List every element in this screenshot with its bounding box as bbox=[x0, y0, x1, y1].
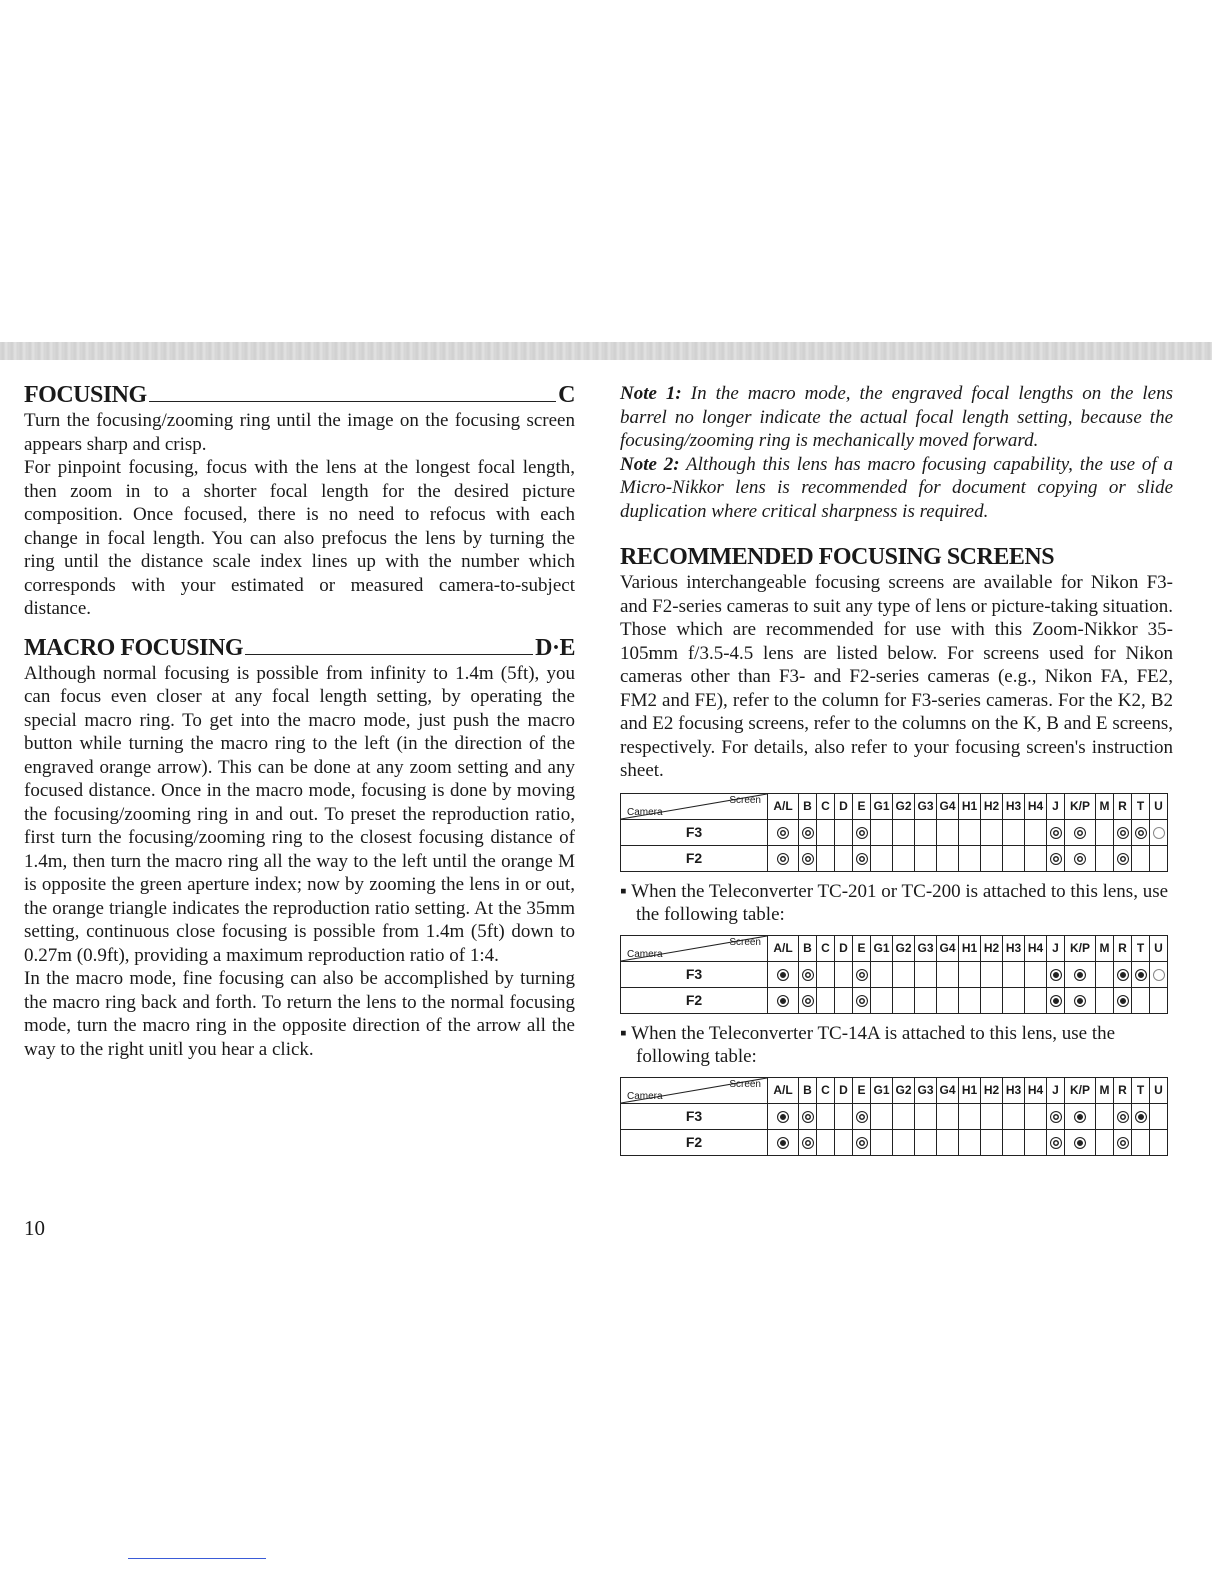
table-row bbox=[621, 845, 1168, 871]
double-circle-icon bbox=[1050, 1137, 1062, 1149]
screen-cell bbox=[1096, 845, 1114, 871]
filled-circle-icon bbox=[777, 1111, 789, 1123]
bullet-tc14a: ▪ When the Teleconverter TC-14A is attached to this lens, use the following table: bbox=[620, 1022, 1116, 1067]
screen-cell bbox=[817, 961, 835, 987]
screen-cell bbox=[1025, 961, 1047, 987]
screen-cell bbox=[1065, 1129, 1096, 1155]
column-header: G3 bbox=[915, 1077, 937, 1103]
note-1-text: In the macro mode, the engraved focal lengths on the lens barrel no longer indicate the actual focal length setting, because the focusing/zooming ring is mechanically moved forward. bbox=[620, 383, 1174, 451]
screen-cell bbox=[893, 961, 915, 987]
screen-cell bbox=[768, 987, 799, 1013]
filled-circle-icon bbox=[777, 995, 789, 1007]
screen-cell bbox=[893, 819, 915, 845]
double-circle-icon bbox=[1050, 827, 1062, 839]
focusing-title: FOCUSING bbox=[24, 382, 147, 408]
screen-cell bbox=[1096, 1103, 1114, 1129]
screen-cell bbox=[959, 961, 981, 987]
screen-cell bbox=[1065, 1103, 1096, 1129]
screen-cell bbox=[959, 987, 981, 1013]
double-circle-icon bbox=[1135, 827, 1147, 839]
screen-cell bbox=[981, 819, 1003, 845]
column-header: B bbox=[799, 935, 817, 961]
screen-cell bbox=[1132, 987, 1150, 1013]
table-header-row bbox=[621, 935, 1168, 961]
screen-cell bbox=[1065, 987, 1096, 1013]
column-header: C bbox=[817, 793, 835, 819]
screen-cell bbox=[1150, 819, 1168, 845]
column-header: E bbox=[853, 1077, 871, 1103]
column-header: G1 bbox=[871, 935, 893, 961]
heading-rule bbox=[245, 654, 533, 655]
camera-cell: F2 bbox=[621, 1129, 768, 1155]
column-header: G4 bbox=[937, 1077, 959, 1103]
double-circle-icon bbox=[1074, 853, 1086, 865]
filled-circle-icon bbox=[1050, 995, 1062, 1007]
column-header: H2 bbox=[981, 1077, 1003, 1103]
column-header: G4 bbox=[937, 935, 959, 961]
double-circle-icon bbox=[802, 995, 814, 1007]
screen-cell bbox=[835, 1129, 853, 1155]
table-header-row bbox=[621, 793, 1168, 819]
corner-screen-label: Screen bbox=[729, 936, 761, 948]
screen-cell bbox=[959, 1129, 981, 1155]
macro-code: D·E bbox=[535, 634, 575, 661]
screen-cell bbox=[1114, 845, 1132, 871]
screen-cell bbox=[1065, 961, 1096, 987]
screen-cell bbox=[1132, 845, 1150, 871]
column-header: U bbox=[1150, 935, 1168, 961]
screen-cell bbox=[1114, 819, 1132, 845]
column-header: D bbox=[835, 793, 853, 819]
column-header: A/L bbox=[768, 793, 799, 819]
filled-circle-icon bbox=[1074, 969, 1086, 981]
screen-cell bbox=[981, 961, 1003, 987]
screen-cell bbox=[1150, 845, 1168, 871]
column-header: H1 bbox=[959, 935, 981, 961]
double-circle-icon bbox=[1050, 1111, 1062, 1123]
screen-cell bbox=[937, 1103, 959, 1129]
screen-cell bbox=[1025, 987, 1047, 1013]
screen-cell bbox=[1047, 1129, 1065, 1155]
table-row bbox=[621, 987, 1168, 1013]
corner-camera-label: Camera bbox=[627, 806, 663, 818]
screen-cell bbox=[835, 1103, 853, 1129]
screen-cell bbox=[1047, 845, 1065, 871]
note-1-label: Note 1: bbox=[620, 383, 682, 404]
screen-cell bbox=[768, 1103, 799, 1129]
screen-cell bbox=[915, 987, 937, 1013]
right-column bbox=[620, 382, 1173, 1156]
double-circle-icon bbox=[1117, 827, 1129, 839]
screen-cell bbox=[1150, 1103, 1168, 1129]
screen-cell bbox=[1114, 1129, 1132, 1155]
page-number: 10 bbox=[24, 1216, 45, 1240]
column-header: G2 bbox=[893, 793, 915, 819]
column-header: G1 bbox=[871, 793, 893, 819]
table-row bbox=[621, 961, 1168, 987]
filled-circle-icon bbox=[1074, 995, 1086, 1007]
double-circle-icon bbox=[856, 969, 868, 981]
note-1 bbox=[620, 382, 1173, 453]
screen-cell bbox=[915, 819, 937, 845]
column-header: G2 bbox=[893, 935, 915, 961]
screen-cell bbox=[981, 1103, 1003, 1129]
double-circle-icon bbox=[802, 1137, 814, 1149]
screen-cell bbox=[937, 961, 959, 987]
filled-circle-icon bbox=[1074, 1111, 1086, 1123]
column-header: H1 bbox=[959, 1077, 981, 1103]
column-header: J bbox=[1047, 1077, 1065, 1103]
screen-cell bbox=[1003, 819, 1025, 845]
screen-cell bbox=[959, 845, 981, 871]
screen-cell bbox=[1003, 1129, 1025, 1155]
column-header: U bbox=[1150, 1077, 1168, 1103]
column-header: R bbox=[1114, 935, 1132, 961]
screen-cell bbox=[915, 845, 937, 871]
filled-circle-icon bbox=[1074, 1137, 1086, 1149]
focusing-code: C bbox=[558, 382, 575, 408]
screen-cell bbox=[799, 1103, 817, 1129]
table-row bbox=[621, 1129, 1168, 1155]
filled-circle-icon bbox=[1050, 969, 1062, 981]
screen-cell bbox=[1114, 1103, 1132, 1129]
screen-cell bbox=[893, 1103, 915, 1129]
column-header: K/P bbox=[1065, 793, 1096, 819]
screen-cell bbox=[1150, 961, 1168, 987]
double-circle-icon bbox=[1117, 1111, 1129, 1123]
screen-cell bbox=[871, 845, 893, 871]
table-row bbox=[621, 1103, 1168, 1129]
screen-cell bbox=[817, 845, 835, 871]
heading-rule bbox=[149, 401, 556, 402]
column-header: A/L bbox=[768, 1077, 799, 1103]
column-header: J bbox=[1047, 935, 1065, 961]
screen-cell bbox=[1114, 987, 1132, 1013]
screen-cell bbox=[835, 961, 853, 987]
screen-cell bbox=[817, 987, 835, 1013]
screen-cell bbox=[1096, 1129, 1114, 1155]
column-header: D bbox=[835, 935, 853, 961]
screen-cell bbox=[915, 1129, 937, 1155]
filled-circle-icon bbox=[1135, 1111, 1147, 1123]
screen-cell bbox=[817, 1129, 835, 1155]
column-header: H4 bbox=[1025, 935, 1047, 961]
screen-cell bbox=[1003, 845, 1025, 871]
screen-cell bbox=[1114, 961, 1132, 987]
column-header: G4 bbox=[937, 793, 959, 819]
filled-circle-icon bbox=[1117, 969, 1129, 981]
screen-cell bbox=[937, 845, 959, 871]
double-circle-icon bbox=[856, 1137, 868, 1149]
double-circle-icon bbox=[777, 853, 789, 865]
double-circle-icon bbox=[777, 827, 789, 839]
corner-screen-label: Screen bbox=[729, 1078, 761, 1090]
screen-cell bbox=[1096, 961, 1114, 987]
screen-cell bbox=[817, 819, 835, 845]
screen-cell bbox=[853, 1129, 871, 1155]
focusing-paragraph-2: For pinpoint focusing, focus with the lens at the longest focal length, then zoom in to a shorter focal length for the desired picture composition. Once focused, there is no need to refocus with each change in focal length. You can also prefocus the lens by turning the ring until the distance scale index lines up with the number which corresponds with your estimated or measured camera-to-subject distance. bbox=[24, 457, 575, 619]
screen-cell bbox=[893, 987, 915, 1013]
screen-cell bbox=[959, 1103, 981, 1129]
screen-cell bbox=[1025, 845, 1047, 871]
left-column bbox=[24, 382, 575, 1061]
camera-cell: F2 bbox=[621, 845, 768, 871]
screen-table-tc201 bbox=[620, 935, 1168, 1014]
column-header: H1 bbox=[959, 793, 981, 819]
screen-cell bbox=[871, 987, 893, 1013]
macro-paragraph-1: Although normal focusing is possible from infinity to 1.4m (5ft), you can focus even closer at any focal length setting, by operating the special macro ring. To get into the macro mode, just push the macro button while turning the macro ring to the left (in the direction of the engraved orange arrow). This can be done at any zoom setting and any focused distance. Once in the macro mode, focusing is done by moving the focusing/zooming ring in and out. To preset the reproduction ratio, first turn the focusing/zooming ring to the closest focusing distance of 1.4m, then turn the macro ring all the way to the left until the orange M is opposite the green aperture index; now by zooming the lens in or out, the orange triangle indicates the reproduction ratio setting. At the 35mm setting, continuous close focusing is possible from 1.4m (5ft) down to 0.27m (0.9ft), providing a maximum reproduction ratio of 1:4. bbox=[24, 662, 575, 966]
column-header: H3 bbox=[1003, 793, 1025, 819]
table-corner-cell bbox=[621, 793, 768, 819]
table-corner-cell bbox=[621, 935, 768, 961]
screen-cell bbox=[853, 987, 871, 1013]
column-header: D bbox=[835, 1077, 853, 1103]
focusing-paragraph-1: Turn the focusing/zooming ring until the image on the focusing screen appears sharp and crisp. bbox=[24, 410, 575, 455]
screen-cell bbox=[1025, 819, 1047, 845]
bullet-tc201-text: When the Teleconverter TC-201 or TC-200 is attached to this lens, use the following table: bbox=[631, 880, 1169, 925]
corner-camera-label: Camera bbox=[627, 1090, 663, 1102]
screen-cell bbox=[1047, 1103, 1065, 1129]
screen-cell bbox=[1047, 987, 1065, 1013]
double-circle-icon bbox=[856, 853, 868, 865]
camera-cell: F3 bbox=[621, 819, 768, 845]
column-header: T bbox=[1132, 1077, 1150, 1103]
screen-cell bbox=[981, 845, 1003, 871]
screen-cell bbox=[768, 1129, 799, 1155]
screen-cell bbox=[835, 987, 853, 1013]
screen-cell bbox=[853, 961, 871, 987]
column-header: C bbox=[817, 935, 835, 961]
column-header: G1 bbox=[871, 1077, 893, 1103]
screen-cell bbox=[799, 961, 817, 987]
camera-cell: F3 bbox=[621, 961, 768, 987]
column-header: H3 bbox=[1003, 935, 1025, 961]
bullet-tc14a-text: When the Teleconverter TC-14A is attached to this lens, use the following table: bbox=[631, 1022, 1116, 1067]
column-header: U bbox=[1150, 793, 1168, 819]
screen-cell bbox=[1132, 1103, 1150, 1129]
table-row bbox=[621, 819, 1168, 845]
column-header: K/P bbox=[1065, 1077, 1096, 1103]
column-header: E bbox=[853, 793, 871, 819]
column-header: H2 bbox=[981, 793, 1003, 819]
double-circle-icon bbox=[802, 827, 814, 839]
screen-cell bbox=[937, 1129, 959, 1155]
screen-cell bbox=[981, 1129, 1003, 1155]
screen-cell bbox=[1047, 961, 1065, 987]
column-header: G2 bbox=[893, 1077, 915, 1103]
screen-cell bbox=[1096, 987, 1114, 1013]
screen-cell bbox=[1025, 1129, 1047, 1155]
screen-cell bbox=[817, 1103, 835, 1129]
screen-cell bbox=[1003, 1103, 1025, 1129]
screen-cell bbox=[853, 1103, 871, 1129]
screen-cell bbox=[981, 987, 1003, 1013]
column-header: K/P bbox=[1065, 935, 1096, 961]
note-2-label: Note 2: bbox=[620, 453, 680, 475]
column-header: A/L bbox=[768, 935, 799, 961]
screen-cell bbox=[1047, 819, 1065, 845]
screen-cell bbox=[799, 987, 817, 1013]
column-header: B bbox=[799, 1077, 817, 1103]
note-2 bbox=[620, 453, 1173, 524]
filled-circle-icon bbox=[1117, 995, 1129, 1007]
footer-rule bbox=[128, 1558, 266, 1559]
screen-cell bbox=[799, 845, 817, 871]
double-circle-icon bbox=[1117, 853, 1129, 865]
corner-camera-label: Camera bbox=[627, 948, 663, 960]
macro-title: MACRO FOCUSING bbox=[24, 634, 243, 661]
screen-cell bbox=[937, 987, 959, 1013]
column-header: M bbox=[1096, 793, 1114, 819]
screen-cell bbox=[1150, 987, 1168, 1013]
screen-cell bbox=[1096, 819, 1114, 845]
table-header-row bbox=[621, 1077, 1168, 1103]
column-header: E bbox=[853, 935, 871, 961]
screen-table-standard bbox=[620, 793, 1168, 872]
screen-cell bbox=[893, 845, 915, 871]
column-header: C bbox=[817, 1077, 835, 1103]
screen-cell bbox=[1025, 1103, 1047, 1129]
screen-cell bbox=[959, 819, 981, 845]
screen-cell bbox=[768, 845, 799, 871]
screen-cell bbox=[1003, 987, 1025, 1013]
screens-intro: Various interchangeable focusing screens are available for Nikon F3- and F2-series cameras to suit any type of lens or picture-taking situation. Those which are recommended for use with this Zoom-Nikkor 35-105mm f/3.5-4.5 lens are listed below. For screens used for Nikon cameras other than F3- and F2-series cameras (e.g., Nikon FA, FE2, FM2 and FE), refer to the column for F3-series cameras. For the K2, B2 and E2 focusing screens, refer to the columns on the K, B and E screens, respectively. For details, also refer to your focusing screen's instruction sheet. bbox=[620, 572, 1173, 781]
macro-paragraph-2: In the macro mode, fine focusing can also be accomplished by turning the macro ring back and forth. To return the lens to the normal focusing mode, turn the macro ring in the opposite direction of the arrow all the way to the right unitl you hear a click. bbox=[24, 968, 575, 1060]
filled-circle-icon bbox=[777, 1137, 789, 1149]
screen-cell bbox=[937, 819, 959, 845]
screen-cell bbox=[1132, 819, 1150, 845]
double-circle-icon bbox=[856, 827, 868, 839]
camera-cell: F3 bbox=[621, 1103, 768, 1129]
column-header: T bbox=[1132, 793, 1150, 819]
screen-cell bbox=[799, 1129, 817, 1155]
screen-cell bbox=[871, 1129, 893, 1155]
column-header: M bbox=[1096, 1077, 1114, 1103]
double-circle-icon bbox=[1050, 853, 1062, 865]
column-header: R bbox=[1114, 793, 1132, 819]
column-header: R bbox=[1114, 1077, 1132, 1103]
column-header: B bbox=[799, 793, 817, 819]
screen-cell bbox=[1150, 1129, 1168, 1155]
table-corner-cell bbox=[621, 1077, 768, 1103]
double-circle-icon bbox=[802, 1111, 814, 1123]
screen-table-tc14a bbox=[620, 1077, 1168, 1156]
column-header: M bbox=[1096, 935, 1114, 961]
column-header: T bbox=[1132, 935, 1150, 961]
screens-title: RECOMMENDED FOCUSING SCREENS bbox=[620, 544, 1055, 570]
filled-circle-icon bbox=[1135, 969, 1147, 981]
screen-cell bbox=[768, 961, 799, 987]
screen-cell bbox=[871, 1103, 893, 1129]
screen-cell bbox=[853, 845, 871, 871]
column-header: H2 bbox=[981, 935, 1003, 961]
open-circle-icon bbox=[1153, 827, 1165, 839]
double-circle-icon bbox=[1117, 1137, 1129, 1149]
screen-cell bbox=[835, 819, 853, 845]
corner-screen-label: Screen bbox=[729, 794, 761, 806]
note-2-text: Although this lens has macro focusing capability, the use of a Micro-Nikkor lens is recommended for document copying or slide duplication where critical sharpness is required. bbox=[620, 453, 1173, 522]
screen-cell bbox=[853, 819, 871, 845]
screen-cell bbox=[893, 1129, 915, 1155]
bullet-tc201: ▪ When the Teleconverter TC-201 or TC-200 is attached to this lens, use the following table: bbox=[620, 880, 1169, 925]
screen-cell bbox=[871, 961, 893, 987]
column-header: J bbox=[1047, 793, 1065, 819]
camera-cell: F2 bbox=[621, 987, 768, 1013]
screen-cell bbox=[915, 961, 937, 987]
filled-circle-icon bbox=[777, 969, 789, 981]
column-header: H3 bbox=[1003, 1077, 1025, 1103]
screen-cell bbox=[799, 819, 817, 845]
double-circle-icon bbox=[802, 969, 814, 981]
double-circle-icon bbox=[1074, 827, 1086, 839]
column-header: H4 bbox=[1025, 1077, 1047, 1103]
screen-cell bbox=[1065, 845, 1096, 871]
screen-cell bbox=[871, 819, 893, 845]
focusing-heading bbox=[24, 382, 575, 409]
screen-cell bbox=[1003, 961, 1025, 987]
macro-heading bbox=[24, 635, 575, 662]
open-circle-icon bbox=[1153, 969, 1165, 981]
column-header: G3 bbox=[915, 793, 937, 819]
top-gray-band bbox=[0, 342, 1212, 360]
screen-cell bbox=[1132, 961, 1150, 987]
double-circle-icon bbox=[802, 853, 814, 865]
double-circle-icon bbox=[856, 1111, 868, 1123]
screen-cell bbox=[768, 819, 799, 845]
screen-cell bbox=[1132, 1129, 1150, 1155]
screen-cell bbox=[1065, 819, 1096, 845]
screen-cell bbox=[835, 845, 853, 871]
double-circle-icon bbox=[856, 995, 868, 1007]
column-header: H4 bbox=[1025, 793, 1047, 819]
screen-cell bbox=[915, 1103, 937, 1129]
column-header: G3 bbox=[915, 935, 937, 961]
